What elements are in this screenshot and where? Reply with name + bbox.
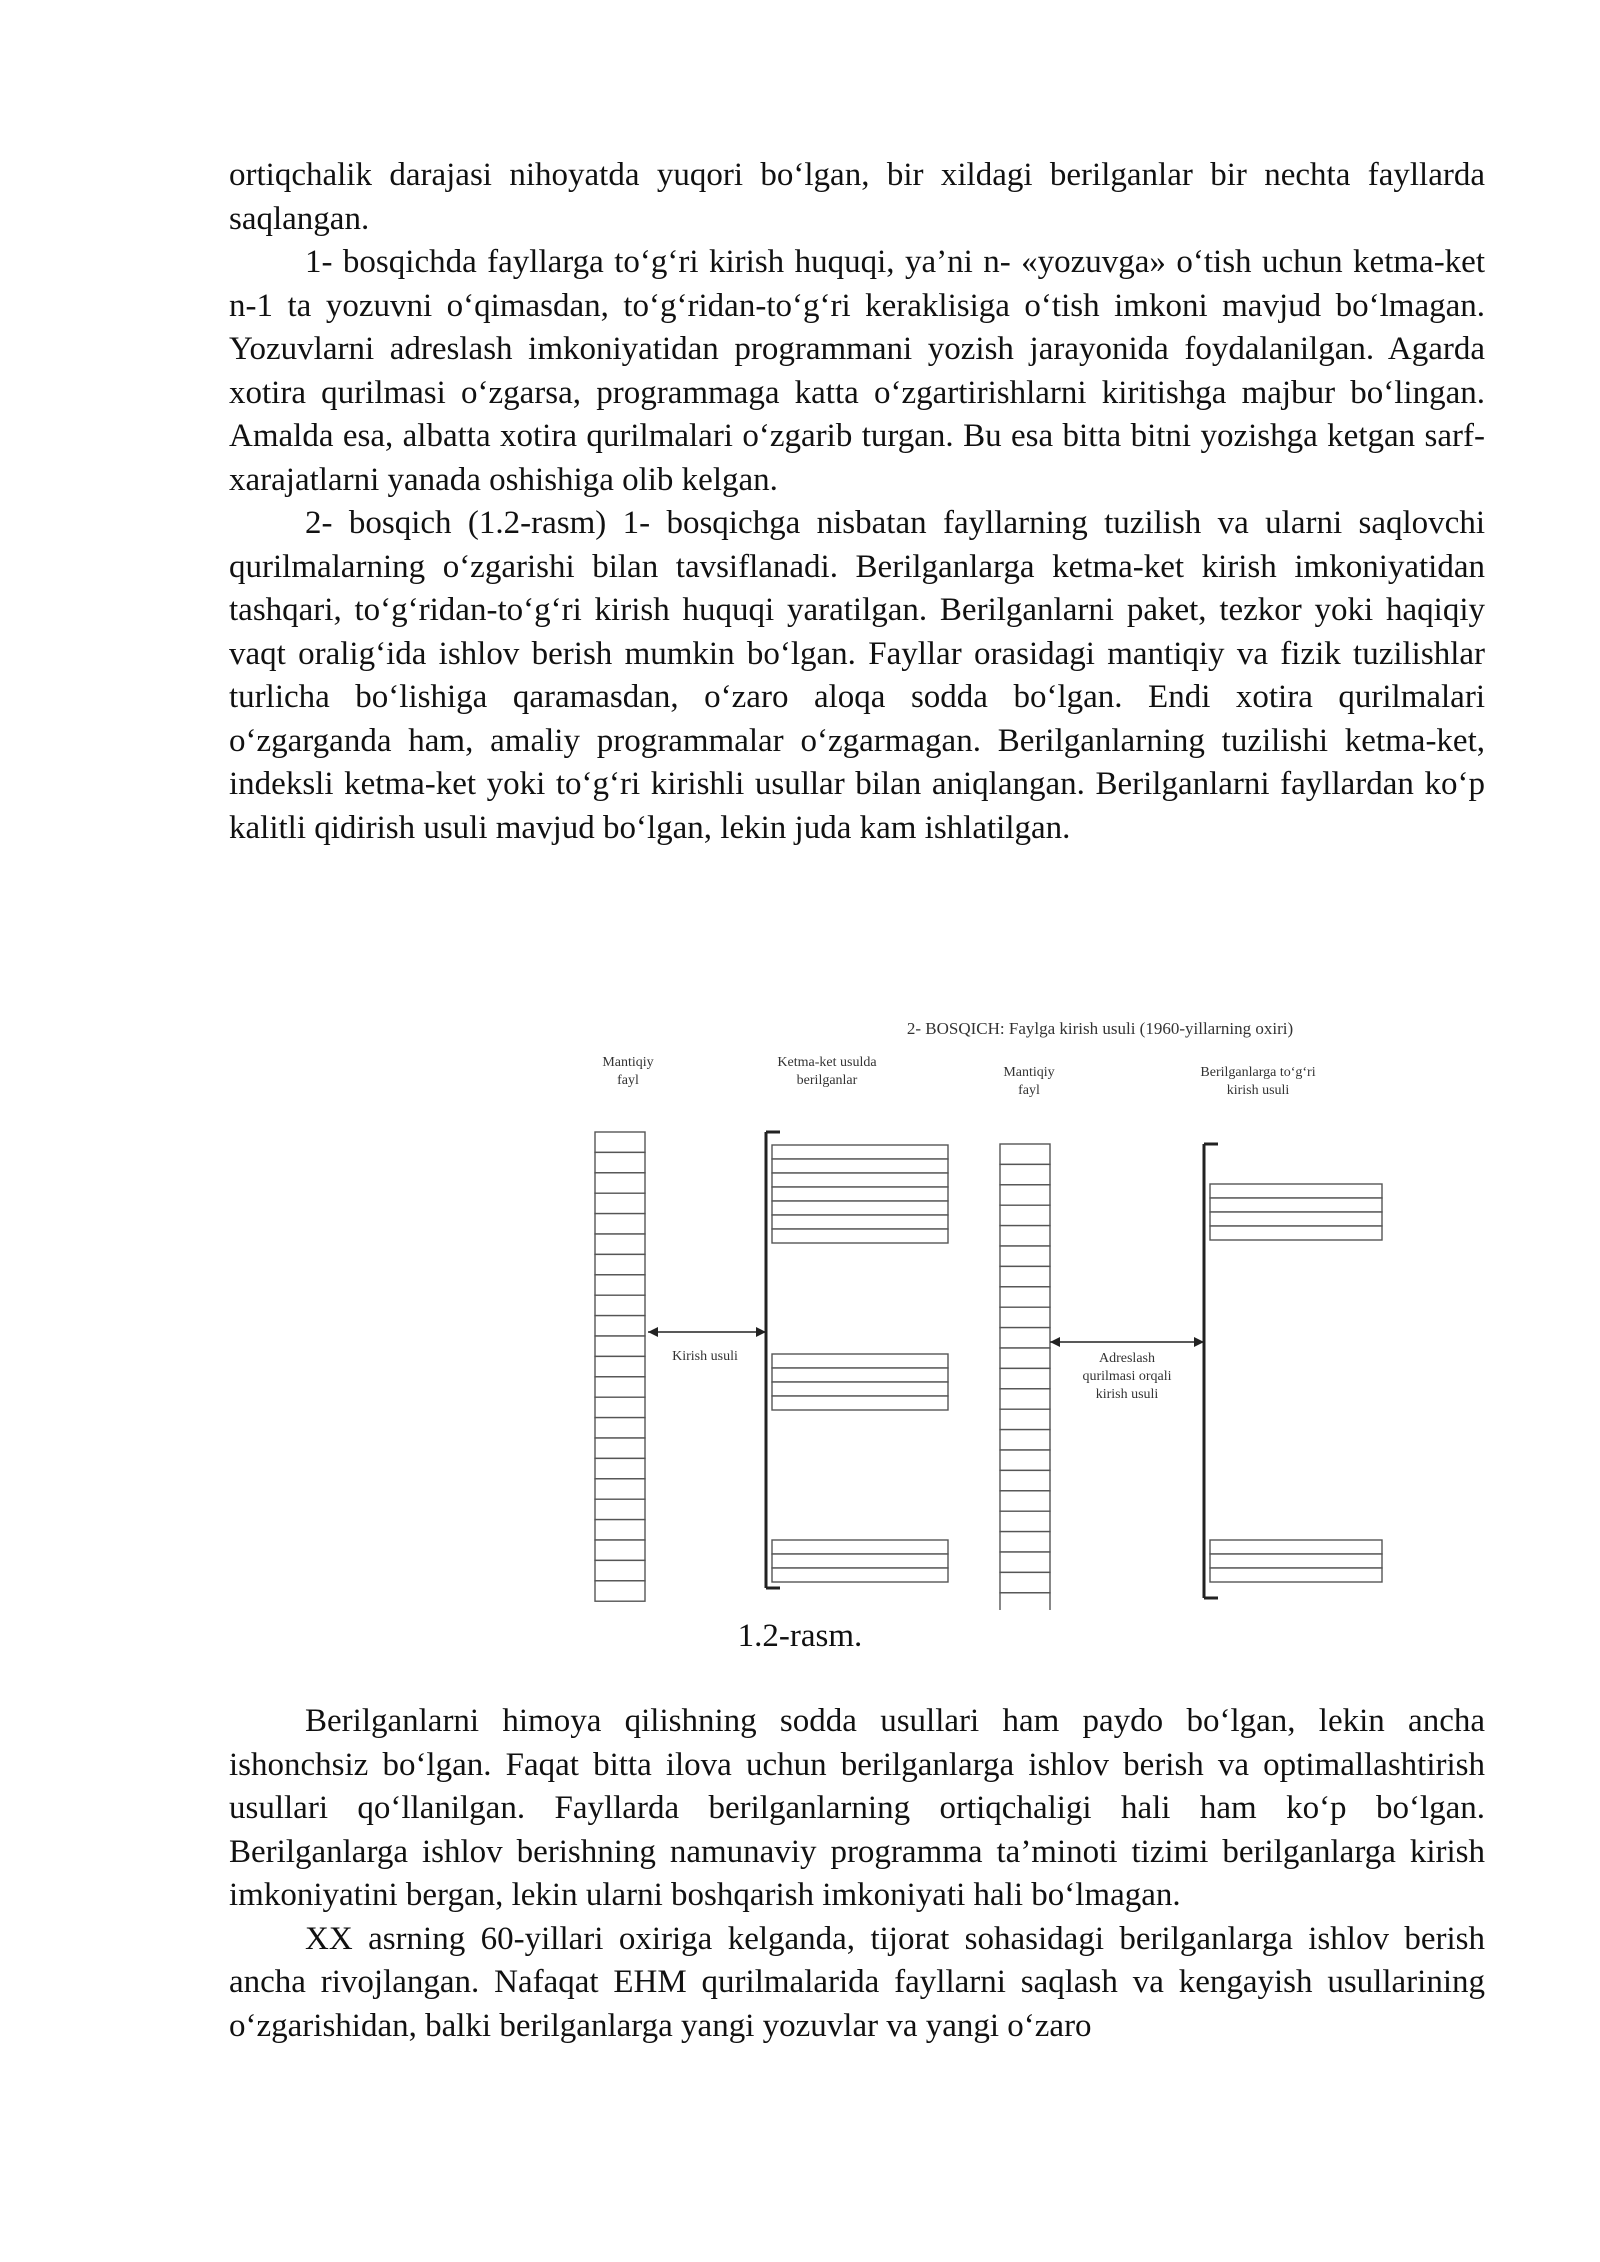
paragraph-stage-2: 2- bosqich (1.2-rasm) 1- bosqichga nisbatan fayllarning tuzilish va ularni saqlovchi qurilmalarning o‘zgarishi bilan tavsiflanadi. Berilganlarga ketma-ket kirish imkoniyatidan tashqari, to‘g‘ridan-to‘g‘ri kirish huquqi yaratilgan. Berilganlarni paket, tezkor yoki haqiqiy vaqt oralig‘ida ishlov berish mumkin bo‘lgan. Fayllar orasidagi mantiqiy va fizik tuzilishlar turlicha bo‘lishiga qaramasdan, o‘zaro aloqa sodda bo‘lgan. Endi xotira qurilmalari o‘zgarganda ham, amaliy programmalar o‘zgarmagan. Berilganlarning tuzilishi ketma-ket, indeksli ketma-ket yoki to‘g‘ri kirishli usullar bilan aniqlangan. Berilganlarni fayllardan ko‘p kalitli qidirish usuli mavjud bo‘lgan, lekin juda kam ishlatilgan.	[229, 505, 1485, 846]
body-text-bottom	[229, 1700, 1485, 2048]
stack-cell	[595, 1560, 645, 1580]
access-method-label: Kirish usuli	[672, 1349, 738, 1364]
stack-cell	[1000, 1511, 1050, 1531]
stack-cell	[1000, 1389, 1050, 1409]
stack-cell	[595, 1540, 645, 1560]
data-record	[772, 1215, 948, 1229]
data-record	[772, 1554, 948, 1568]
stack-cell	[1000, 1368, 1050, 1388]
stack-cell	[595, 1397, 645, 1417]
logical-file-stack-1	[595, 1132, 645, 1601]
data-record	[1210, 1184, 1382, 1198]
stack-cell	[595, 1438, 645, 1458]
col1-label-line2: fayl	[617, 1073, 639, 1088]
access-method-arrow-2	[1050, 1337, 1204, 1347]
stack-cell	[595, 1356, 645, 1376]
stack-cell	[1000, 1470, 1050, 1490]
data-record	[772, 1159, 948, 1173]
body-text-top	[229, 154, 1485, 850]
stack-cell	[595, 1418, 645, 1438]
paragraph-60s: XX asrning 60-yillari oxiriga kelganda, tijorat sohasidagi berilganlarga ishlov berish ancha rivojlangan. Nafaqat EHM qurilmalarida fayllarni saqlash va kengayish usullarining o‘zgarishidan, balki berilganlarga yangi yozuvlar va yangi o‘zaro	[229, 1920, 1485, 2044]
stack-cell	[595, 1132, 645, 1152]
data-record	[772, 1382, 948, 1396]
data-record	[772, 1368, 948, 1382]
col4-label-line1: Berilganlarga to‘g‘ri	[1200, 1065, 1316, 1080]
logical-file-stack-2	[1000, 1144, 1050, 1610]
figure-stage-2-diagram	[580, 1010, 1400, 1610]
stack-cell	[1000, 1450, 1050, 1470]
stack-cell	[1000, 1307, 1050, 1327]
figure-title: 2- BOSQICH: Faylga kirish usuli (1960-yillarning oxiri)	[906, 1019, 1294, 1038]
data-record	[772, 1173, 948, 1187]
data-record	[1210, 1212, 1382, 1226]
stack-cell	[595, 1214, 645, 1234]
direct-access-blocks	[1210, 1184, 1382, 1582]
addressing-label-line2: qurilmasi orqali	[1082, 1369, 1172, 1384]
col3-label-line1: Mantiqiy	[1003, 1065, 1055, 1080]
stack-cell	[1000, 1226, 1050, 1246]
access-method-arrow-1	[648, 1327, 766, 1337]
stack-cell	[595, 1234, 645, 1254]
stack-cell	[595, 1520, 645, 1540]
stack-cell	[1000, 1246, 1050, 1266]
stack-cell	[1000, 1430, 1050, 1450]
stack-cell	[595, 1377, 645, 1397]
col4-label-line2: kirish usuli	[1226, 1083, 1290, 1098]
paragraph-stage-1: 1- bosqichda fayllarga to‘g‘ri kirish huquqi, ya’ni n- «yozuvga» o‘tish uchun ketma-ket n-1 ta yozuvni o‘qimasdan, to‘g‘ridan-to‘g‘ri keraklisiga o‘tish imkoni mavjud bo‘lmagan. Yozuvlarni adreslash imkoniyatidan programmani yozish jarayonida foydalanilgan. Agarda xotira qurilmasi o‘zgarsa, programmaga katta o‘zgartirishlarni kiritishga majbur bo‘lingan. Amalda esa, albatta xotira qurilmalari o‘zgarib turgan. Bu esa bitta bitni yozishga ketgan sarf-xarajatlarni yanada oshishiga olib kelgan.	[229, 244, 1485, 498]
stack-cell	[1000, 1348, 1050, 1368]
stack-cell	[1000, 1491, 1050, 1511]
stack-cell	[595, 1254, 645, 1274]
stack-cell	[1000, 1287, 1050, 1307]
stack-cell	[595, 1275, 645, 1295]
data-record	[1210, 1226, 1382, 1240]
stack-cell	[1000, 1266, 1050, 1286]
data-record	[1210, 1540, 1382, 1554]
stack-cell	[595, 1336, 645, 1356]
data-record	[772, 1145, 948, 1159]
stack-cell	[1000, 1205, 1050, 1225]
data-record	[772, 1201, 948, 1215]
data-record	[772, 1568, 948, 1582]
col2-label-line2: berilganlar	[796, 1073, 858, 1088]
addressing-label-line1: Adreslash	[1099, 1351, 1155, 1366]
data-record	[772, 1540, 948, 1554]
data-record	[1210, 1568, 1382, 1582]
data-record	[772, 1229, 948, 1243]
col3-label-line2: fayl	[1018, 1083, 1040, 1098]
stack-cell	[595, 1295, 645, 1315]
stack-cell	[1000, 1593, 1050, 1610]
stack-cell	[595, 1193, 645, 1213]
stack-cell	[1000, 1185, 1050, 1205]
data-record	[1210, 1554, 1382, 1568]
data-record	[1210, 1198, 1382, 1212]
stack-cell	[595, 1499, 645, 1519]
stack-cell	[595, 1479, 645, 1499]
stack-cell	[595, 1173, 645, 1193]
stack-cell	[595, 1581, 645, 1601]
stack-cell	[1000, 1552, 1050, 1572]
data-record	[772, 1354, 948, 1368]
stack-cell	[1000, 1164, 1050, 1184]
col1-label-line1: Mantiqiy	[602, 1055, 654, 1070]
stack-cell	[1000, 1572, 1050, 1592]
stack-cell	[595, 1316, 645, 1336]
addressing-label-line3: kirish usuli	[1095, 1387, 1159, 1402]
paragraph-protection: Berilganlarni himoya qilishning sodda usullari ham paydo bo‘lgan, lekin ancha ishonchsiz bo‘lgan. Faqat bitta ilova uchun berilganlarga ishlov berish va optimallashtirish usullari qo‘llanilgan. Fayllarda berilganlarning ortiqchaligi hali ham ko‘p bo‘lgan. Berilganlarga ishlov berishning namunaviy programma ta’minoti tizimi berilganlarga kirish imkoniyatini bergan, lekin ularni boshqarish imkoniyati hali bo‘lmagan.	[229, 1703, 1485, 1913]
sequential-data-blocks	[772, 1145, 948, 1582]
stack-cell	[1000, 1532, 1050, 1552]
stack-cell	[595, 1458, 645, 1478]
figure-caption: 1.2-rasm.	[737, 1618, 863, 1654]
stack-cell	[595, 1152, 645, 1172]
stack-cell	[1000, 1409, 1050, 1429]
stack-cell	[1000, 1144, 1050, 1164]
stack-cell	[1000, 1328, 1050, 1348]
data-record	[772, 1396, 948, 1410]
col2-label-line1: Ketma-ket usulda	[777, 1055, 877, 1070]
data-record	[772, 1187, 948, 1201]
paragraph-continuation: ortiqchalik darajasi nihoyatda yuqori bo‘lgan, bir xildagi berilganlar bir nechta fayllarda saqlangan.	[229, 157, 1485, 237]
